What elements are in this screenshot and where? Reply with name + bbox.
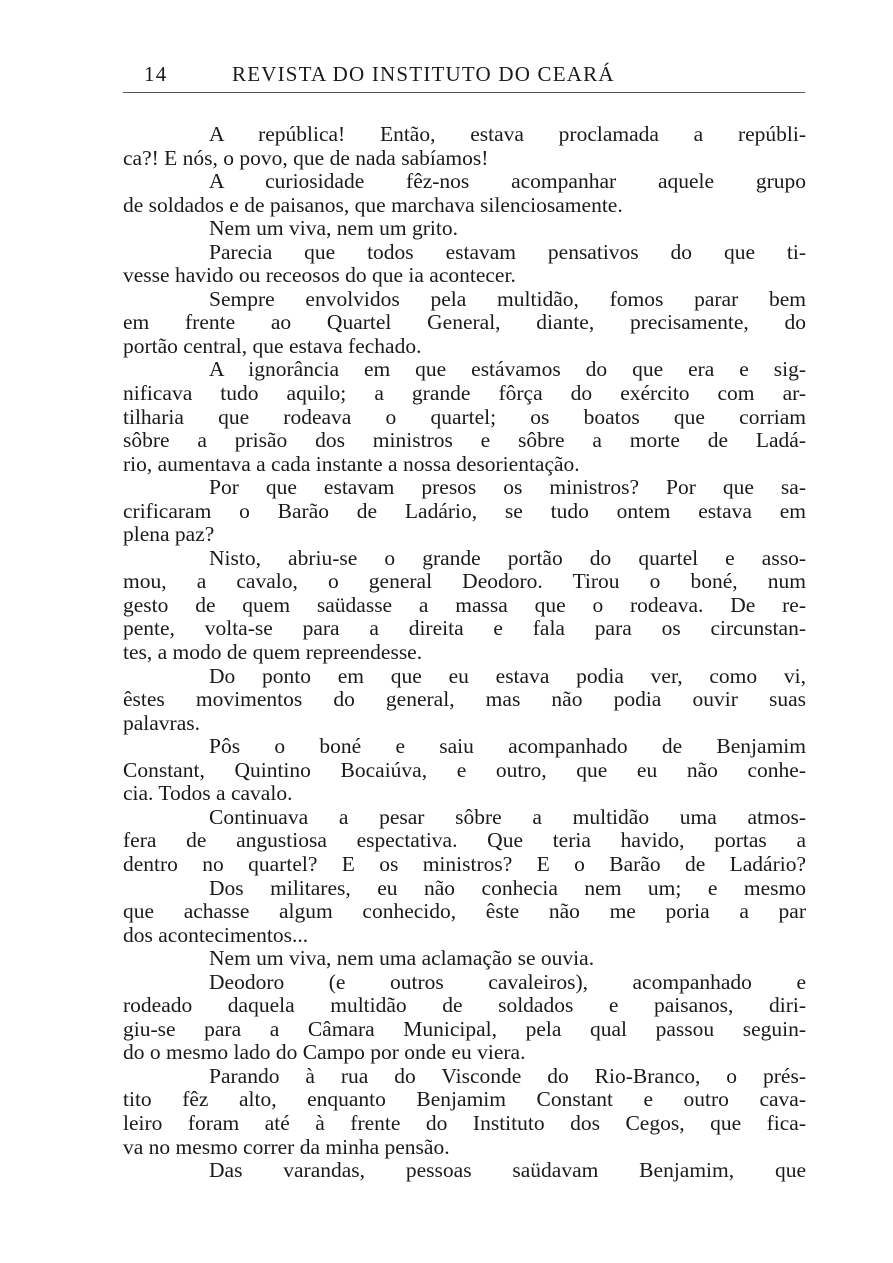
text-line: crificaram o Barão de Ladário, se tudo ontem estava em (123, 498, 806, 523)
text-line: Parecia que todos estavam pensativos do que ti- (209, 239, 806, 264)
header-rule (123, 92, 805, 93)
text-line: de soldados e de paisanos, que marchava silenciosamente. (123, 192, 623, 217)
text-line: leiro foram até à frente do Instituto dos Cegos, que fica- (123, 1110, 806, 1135)
text-line: Parando à rua do Visconde do Rio-Branco, o prés- (209, 1063, 806, 1088)
text-line: Por que estavam presos os ministros? Por que sa- (209, 475, 806, 500)
text-line: dos acontecimentos... (123, 922, 309, 947)
text-line: palavras. (123, 710, 201, 735)
text-line: nificava tudo aquilo; a grande fôrça do exército com ar- (123, 381, 806, 406)
text-line: tes, a modo de quem repreendesse. (123, 640, 423, 665)
text-line: Do ponto em que eu estava podia ver, como vi, (209, 663, 806, 688)
text-line: dentro no quartel? E os ministros? E o Barão de Ladário? (123, 851, 806, 876)
text-line: rio, aumentava a cada instante a nossa desorientação. (123, 451, 580, 476)
page-number: 14 (144, 62, 168, 86)
text-line: A ignorância em que estávamos do que era e sig- (209, 357, 806, 382)
body-text (123, 123, 806, 1183)
running-head (140, 62, 805, 92)
text-line: A curiosidade fêz-nos acompanhar aquele grupo (209, 169, 806, 194)
text-line: sôbre a prisão dos ministros e sôbre a morte de Ladá- (123, 428, 806, 453)
text-line: giu-se para a Câmara Municipal, pela qual passou seguin- (123, 1016, 806, 1041)
text-line: gesto de quem saüdasse a massa que o rodeava. De re- (123, 592, 806, 617)
text-line: Nisto, abriu-se o grande portão do quartel e asso- (209, 545, 806, 570)
text-line: Nem um viva, nem uma aclamação se ouvia. (209, 946, 595, 971)
text-line: Deodoro (e outros cavaleiros), acompanhado e (209, 969, 806, 994)
journal-title: REVISTA DO INSTITUTO DO CEARÁ (232, 62, 615, 86)
text-line: êstes movimentos do general, mas não podia ouvir suas (123, 687, 806, 712)
text-line: Nem um viva, nem um grito. (209, 216, 459, 241)
text-line: vesse havido ou receosos do que ia acontecer. (123, 263, 516, 288)
text-line: mou, a cavalo, o general Deodoro. Tirou o boné, num (123, 569, 806, 594)
text-line: tilharia que rodeava o quartel; os boatos que corriam (123, 404, 806, 429)
text-line: Sempre envolvidos pela multidão, fomos parar bem (209, 286, 806, 311)
text-line: va no mesmo correr da minha pensão. (123, 1134, 450, 1159)
text-line: pente, volta-se para a direita e fala para os circunstan- (123, 616, 806, 641)
text-line: plena paz? (123, 522, 215, 547)
text-line: do o mesmo lado do Campo por onde eu viera. (123, 1040, 526, 1065)
text-line: tito fêz alto, enquanto Benjamim Constant e outro cava- (123, 1087, 806, 1112)
text-line: Dos militares, eu não conhecia nem um; e mesmo (209, 875, 806, 900)
text-line: ca?! E nós, o povo, que de nada sabíamos! (123, 145, 489, 170)
text-line: Continuava a pesar sôbre a multidão uma atmos- (209, 804, 806, 829)
text-line: em frente ao Quartel General, diante, precisamente, do (123, 310, 806, 335)
text-line: portão central, que estava fechado. (123, 333, 422, 358)
text-line: que achasse algum conhecido, êste não me poria a par (123, 899, 806, 924)
text-line: Das varandas, pessoas saüdavam Benjamim, que (209, 1158, 806, 1183)
text-line: Constant, Quintino Bocaiúva, e outro, que eu não conhe- (123, 757, 806, 782)
text-line: fera de angustiosa espectativa. Que teria havido, portas a (123, 828, 806, 853)
text-line: cia. Todos a cavalo. (123, 781, 293, 806)
text-line: A república! Então, estava proclamada a repúbli- (209, 122, 806, 146)
text-line: rodeado daquela multidão de soldados e paisanos, diri- (123, 993, 806, 1018)
text-line: Pôs o boné e saiu acompanhado de Benjamim (209, 734, 806, 759)
